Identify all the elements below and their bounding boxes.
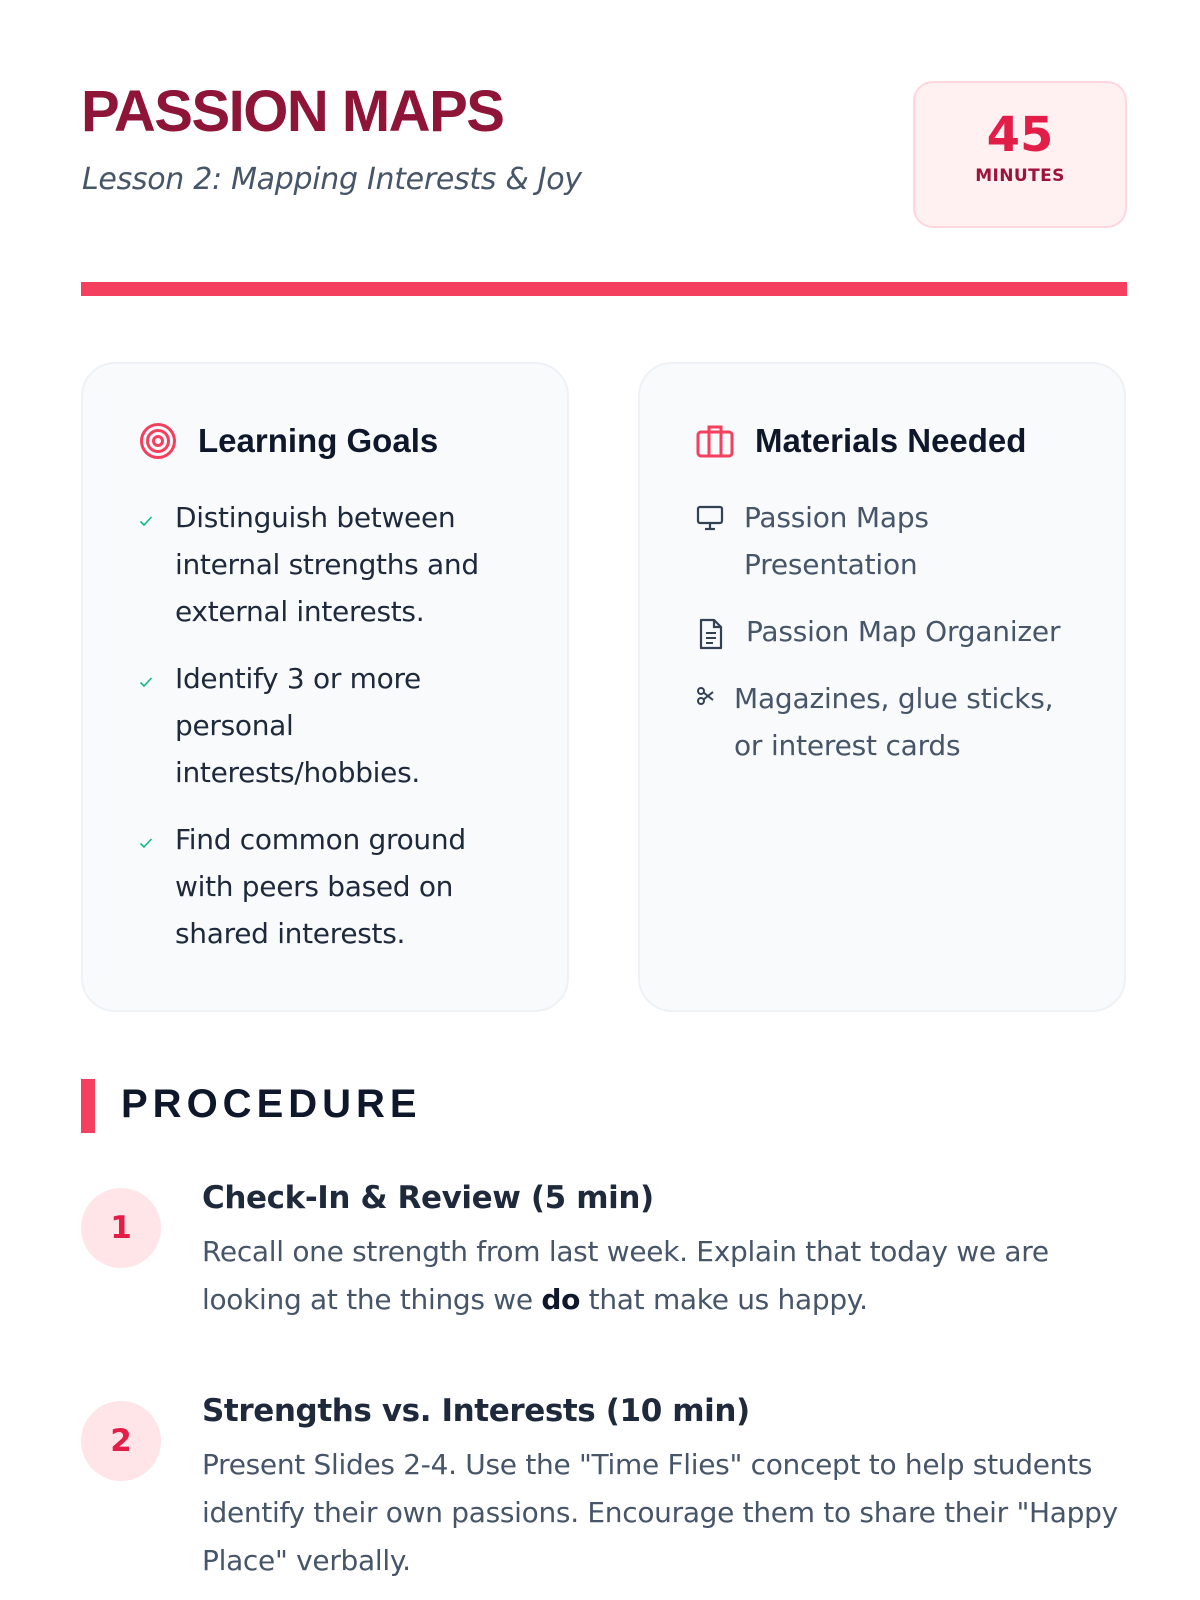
list-item (139, 816, 527, 957)
step-title: Strengths vs. Interests (10 min) (202, 1393, 750, 1429)
check-icon (139, 512, 159, 531)
step-desc-text: that make us happy. (580, 1283, 868, 1316)
procedure-accent-bar (81, 1079, 95, 1133)
check-icon (139, 834, 159, 853)
list-item (139, 655, 527, 796)
learning-goals-title: Learning Goals (198, 422, 439, 459)
materials-list (696, 494, 1084, 789)
step-desc-emphasis: do (541, 1283, 581, 1316)
step-desc-text: Recall one strength from last week. Explain that today we are looking at the things we (202, 1235, 1049, 1316)
monitor-icon (696, 504, 724, 536)
scissors-icon (696, 685, 714, 711)
lesson-subtitle: Lesson 2: Mapping Interests & Joy (82, 162, 582, 197)
list-item (696, 494, 1084, 588)
goal-text: Distinguish between internal strengths and external interests. (175, 501, 479, 628)
material-label: Passion Map Organizer (746, 615, 1061, 648)
goal-text: Identify 3 or more personal interests/hobbies. (175, 662, 421, 789)
list-item (696, 608, 1084, 655)
list-item (696, 675, 1084, 769)
materials-card (638, 362, 1126, 1012)
step-description: Present Slides 2-4. Use the "Time Flies" concept to help students identify their own passions. Encourage them to share their "Happy Place" verbally. (202, 1448, 1118, 1577)
material-label: Passion Maps Presentation (744, 501, 929, 581)
materials-title: Materials Needed (755, 422, 1027, 459)
learning-goals-list (139, 494, 527, 977)
duration-badge (913, 81, 1127, 228)
target-icon (139, 422, 177, 460)
check-icon (139, 673, 159, 692)
goal-text: Find common ground with peers based on shared interests. (175, 823, 466, 950)
header-divider (81, 282, 1127, 296)
procedure-heading: PROCEDURE (121, 1082, 422, 1126)
page-title: PASSION MAPS (81, 79, 504, 144)
duration-label: MINUTES (975, 165, 1065, 186)
materials-header (696, 422, 1026, 460)
briefcase-icon (696, 423, 734, 459)
material-label: Magazines, glue sticks, or interest cards (734, 682, 1054, 762)
step-title: Check-In & Review (5 min) (202, 1180, 654, 1216)
list-item (139, 494, 527, 635)
document-icon (696, 618, 726, 654)
learning-goals-card (81, 362, 569, 1012)
learning-goals-header (139, 422, 438, 460)
duration-value: 45 (986, 107, 1054, 163)
step-number-badge: 1 (81, 1188, 161, 1268)
step-number-badge: 2 (81, 1401, 161, 1481)
step-description (202, 1228, 1132, 1324)
